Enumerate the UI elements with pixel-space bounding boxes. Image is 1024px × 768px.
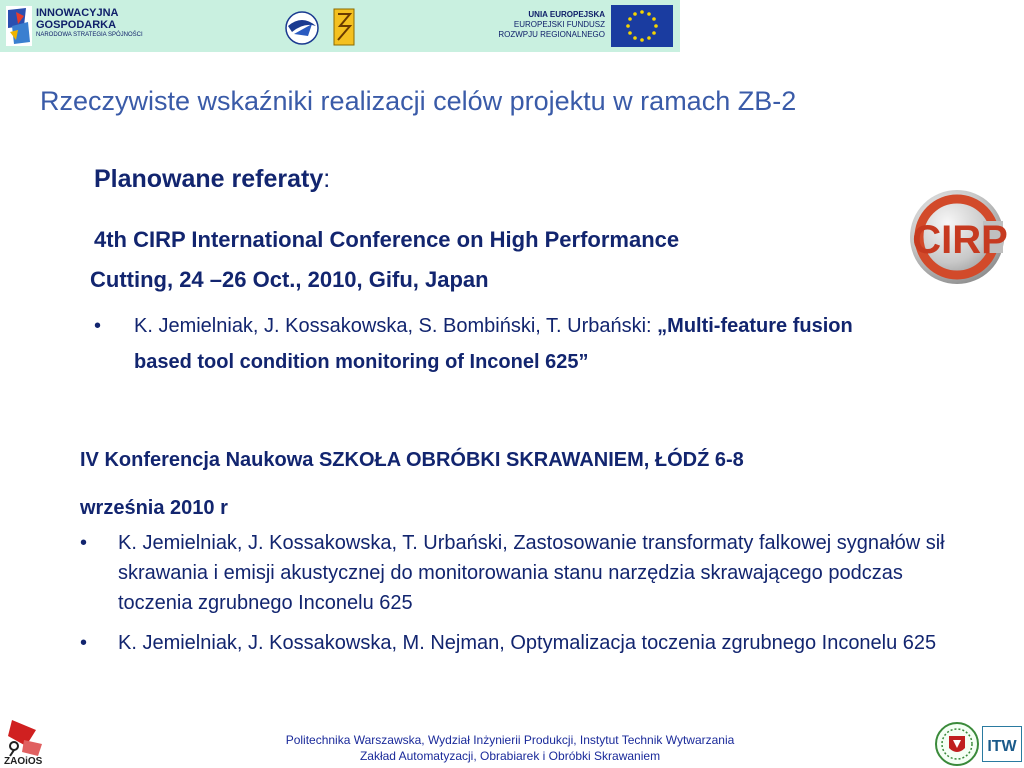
szkola-conference-line1: IV Konferencja Naukowa SZKOŁA OBRÓBKI SKRAWANIEM, ŁÓDŹ 6-8 [80,449,744,471]
eu-line1: UNIA EUROPEJSKA [528,10,605,19]
cirp-logo-text: CIRP [912,218,1008,262]
politechnika-crest-icon [935,722,979,766]
agency-logos-icon [282,6,362,48]
szkola-conference-name [80,436,960,532]
footer-line2: Zakład Automatyzacji, Obrabiarek i Obróbki Skrawaniem [359,749,661,763]
itw-logo [982,726,1022,762]
ig-line3: NARODOWA STRATEGIA SPÓJNOŚCI [36,32,143,38]
eu-line3: ROZWPJU REGIONALNEGO [498,30,605,39]
cirp-conference-name [90,220,884,300]
paper-authors: K. Jemielniak, J. Kossakowska, S. Bombiński, T. Urbański: [134,315,658,337]
zaoios-logo-text: ZAOiOS [4,756,43,766]
szkola-conference-line2: września 2010 r [80,497,228,519]
header-banner [0,0,680,52]
paper-entry: K. Jemielniak, J. Kossakowska, T. Urbański, Zastosowanie transformaty falkowej sygnałów sił skrawania i emisji akustycznej do monitorowania stanu narzędzia skrawającego podczas toczenia zgrubnego Inconelu 625 [118,532,945,614]
bullet-marker: • [94,315,102,337]
eu-text [470,10,605,40]
cirp-logo [905,187,1010,287]
bullet-marker: • [80,632,88,654]
cirp-conference-line2: Cutting, 24 –26 Oct., 2010, Gifu, Japan [90,267,489,292]
paper-title: „Multi-feature fusion based tool condition monitoring of Inconel 625” [134,315,853,373]
innowacyjna-gospodarka-text [36,7,143,40]
footer-line1: Politechnika Warszawska, Wydział Inżynierii Produkcji, Instytut Technik Wytwarzania [285,733,735,747]
paper-entry: K. Jemielniak, J. Kossakowska, M. Nejman, Optymalizacja toczenia zgrubnego Inconelu 625 [118,632,937,654]
itw-logo-text: ITW [987,738,1017,755]
ig-line2: GOSPODARKA [36,19,117,31]
planned-papers-heading-text: Planowane referaty [94,165,324,193]
innowacyjna-gospodarka-logo-icon [6,6,32,46]
cirp-conference-line1: 4th CIRP International Conference on High Performance [94,227,680,252]
eu-line2: EUROPEJSKI FUNDUSZ [513,20,605,29]
heading-colon: : [323,165,331,193]
eu-flag-icon [611,5,673,47]
ig-line1: INNOWACYJNA [36,7,119,19]
paper-entry [134,308,894,380]
bullet-marker: • [80,532,88,554]
zaoios-logo [2,716,50,766]
footer [200,732,820,764]
planned-papers-heading [94,165,330,194]
slide-title: Rzeczywiste wskaźniki realizacji celów projektu w ramach ZB-2 [40,86,797,116]
